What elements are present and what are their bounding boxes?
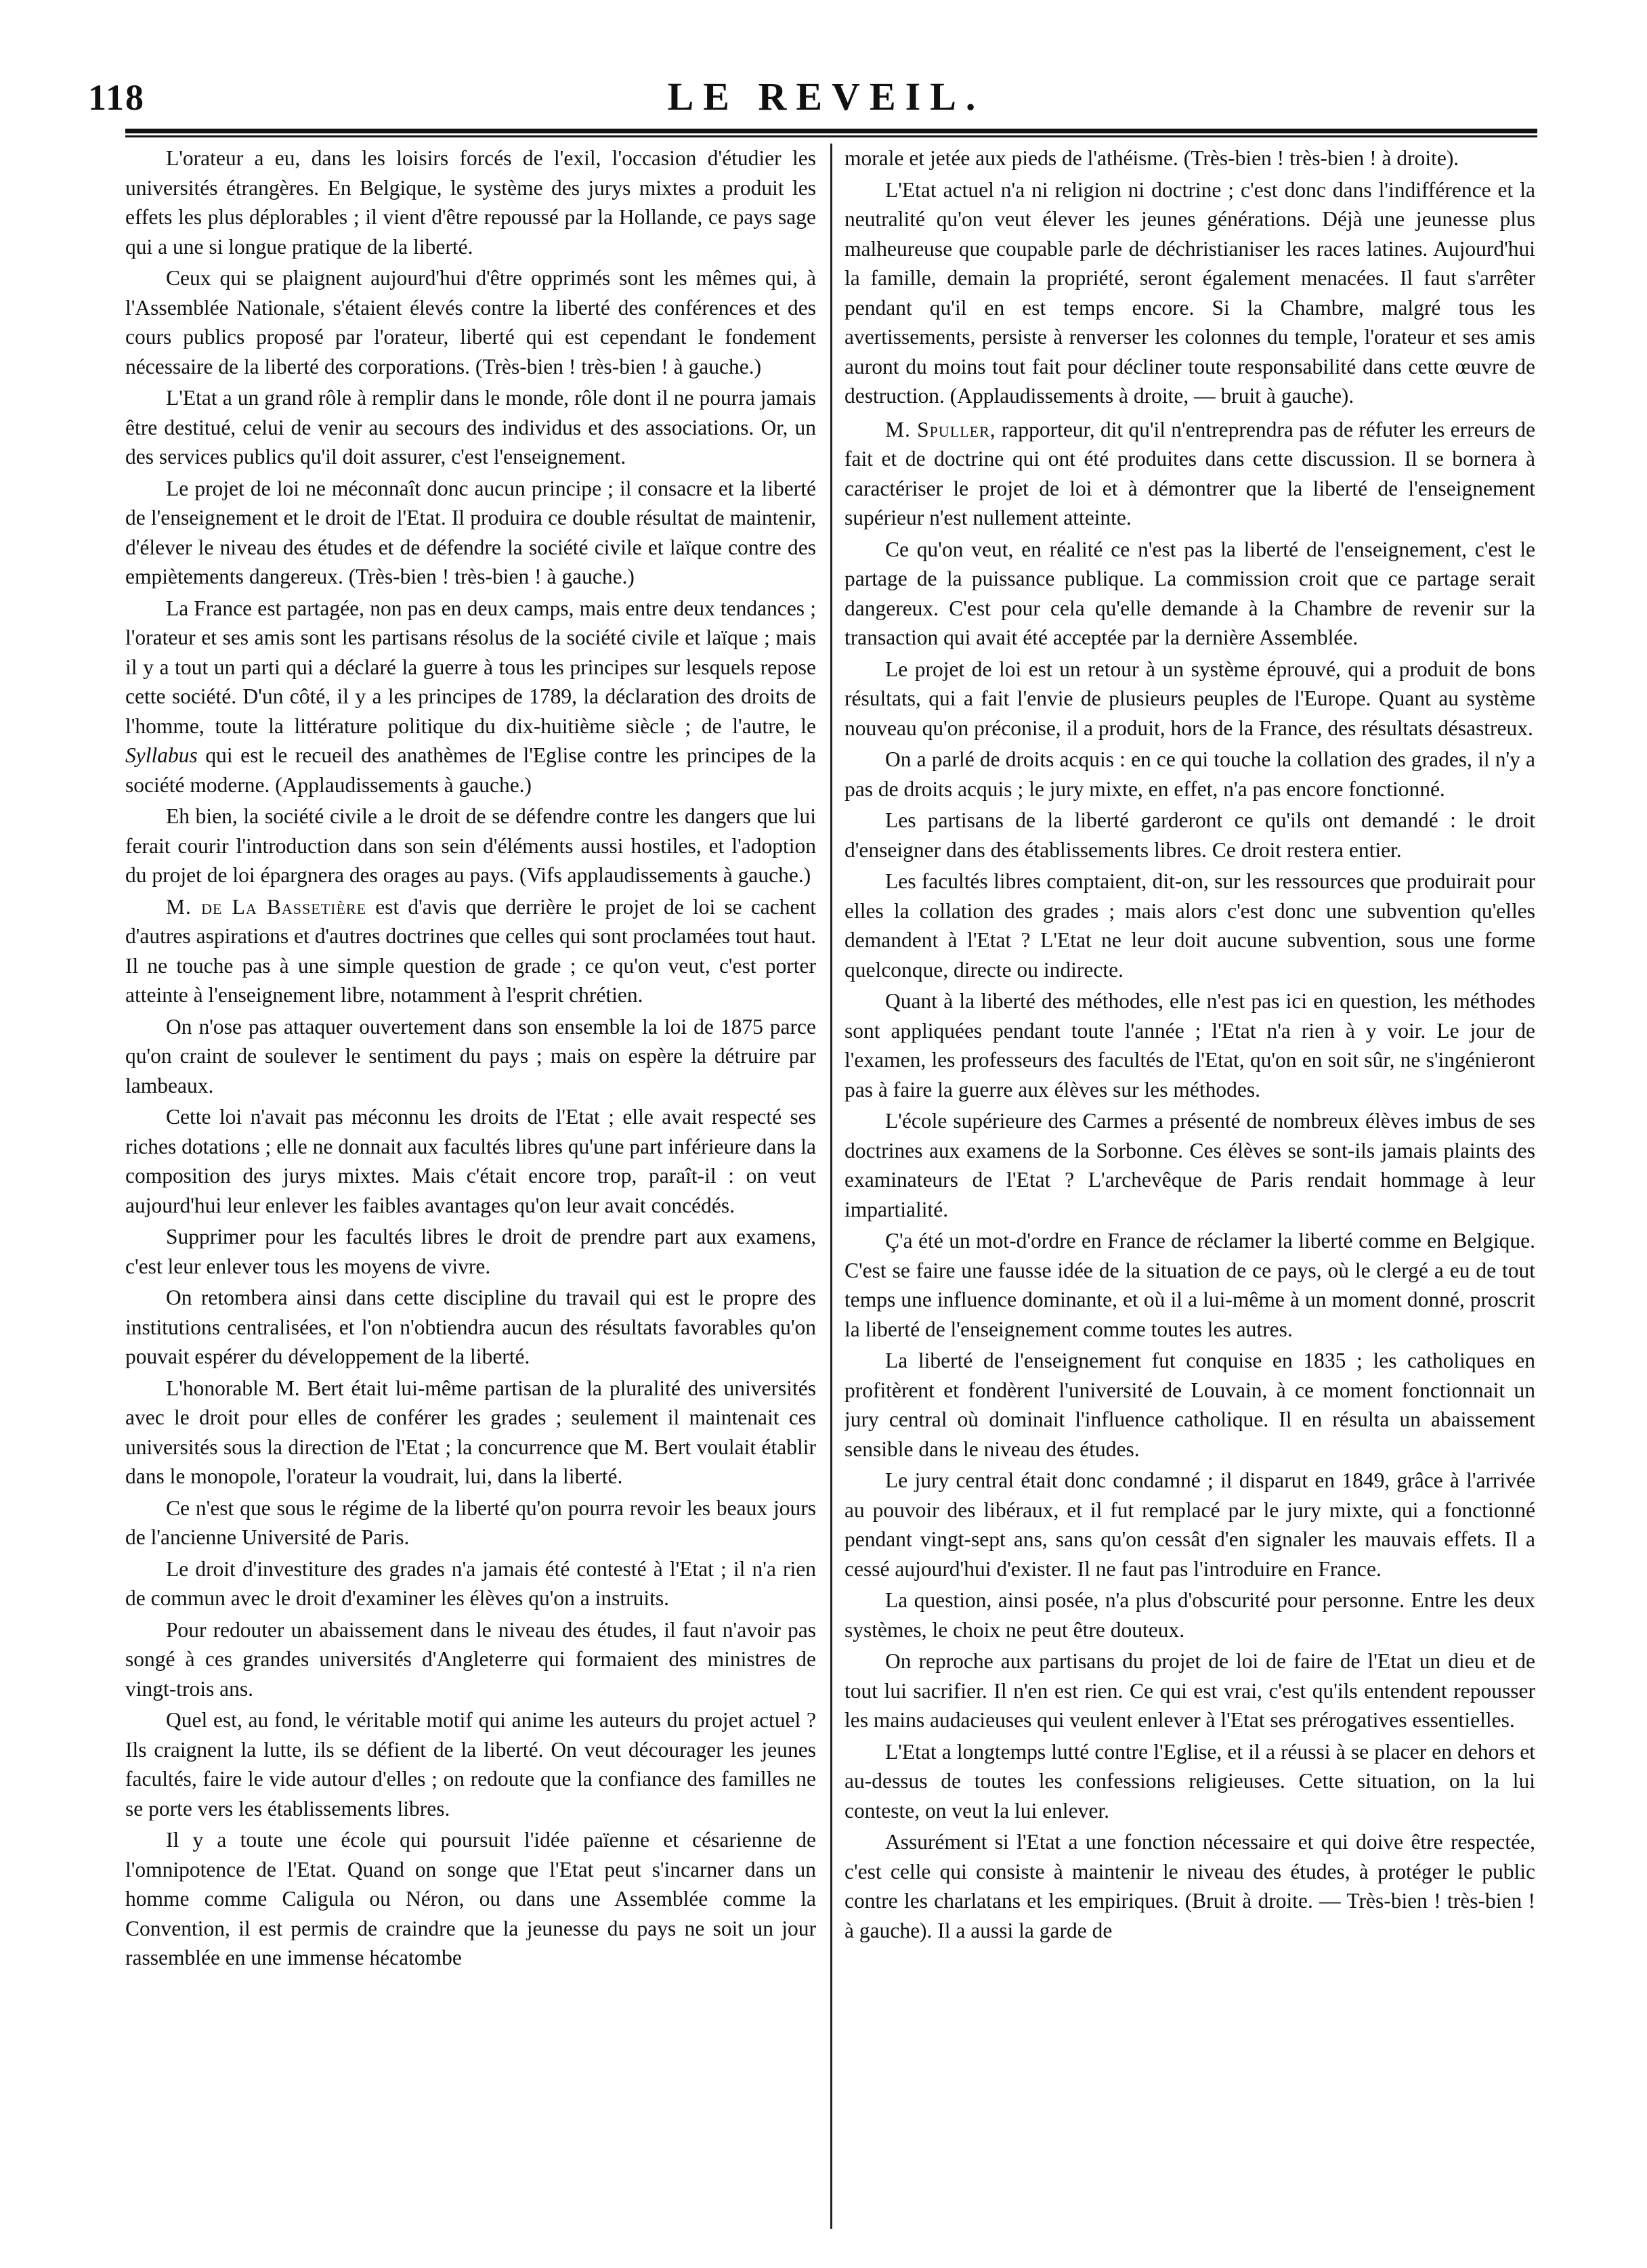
column-divider [830,144,832,2229]
speaker-name: M. Spuller, [885,417,996,441]
paragraph [125,594,816,800]
paragraph: L'Etat actuel n'a ni religion ni doctrine ; c'est donc dans l'indifférence et la neutralité qu'on veut élever les jeunes générations. Déjà une jeunesse plus malheureuse que coupable parle de déchristianiser les races latines. Aujourd'hui la famille, demain la propriété, seront également menacées. Il faut s'arrêter pendant qu'il en est temps encore. Si la Chambre, malgré tous les avertissements, persiste à renverser les colonnes du temple, l'orateur et ses amis auront du moins tout fait pour décliner toute responsabilité dans cette œuvre de destruction. (Applaudissements à droite, — bruit à gauche). [844,177,1535,408]
paragraph: La liberté de l'enseignement fut conquise en 1835 ; les catholiques en profitèrent et fondèrent l'université de Louvain, à ce moment fonctionnait un jury central où dominait l'influence catholique. Il en résulta un abaissement sensible dans le niveau des études. [844,1349,1535,1461]
paragraph: Quant à la liberté des méthodes, elle n'est pas ici en question, les méthodes sont appliquées pendant toute l'année ; l'Etat n'a rien à y voir. Le jour de l'examen, les professeurs des facultés de l'Etat, qu'on en soit sûr, ne s'ingénieront pas à faire la guerre aux élèves sur les méthodes. [844,989,1535,1102]
paragraph-text: qui est le recueil des anathèmes de l'Eglise contre les principes de la société moderne. (Applaudissements à gauche.) [125,743,816,797]
paragraph-text: rapporteur, dit qu'il n'entreprendra pas de réfuter les erreurs de fait et de doctrine qui ont été produites dans cette discussion. Il se bornera à caractériser le projet de loi et à démontrer que la liberté de l'enseignement supérieur n'est nullement atteinte. [844,417,1535,529]
journal-title: LE REVEIL. [667,74,985,118]
paragraph: On n'ose pas attaquer ouvertement dans son ensemble la loi de 1875 parce qu'on craint de soulever le sentiment du pays ; mais on espère la détruire par lambeaux. [125,1014,816,1097]
paragraph-text: est d'avis que derrière le projet de loi se cachent d'autres aspirations et d'autres doctrines que celles qui sont proclamées tout haut. Il ne touche pas à une simple question de grade ; ce qu'on veut, c'est porter atteinte à l'enseignement libre, notamment à l'esprit chrétien. [125,894,816,1007]
paragraph: Ç'a été un mot-d'ordre en France de réclamer la liberté comme en Belgique. C'est se faire une fausse idée de la situation de ce pays, où le clergé a eu de tout temps une influence dominante, et où il a lui-même à un moment donné, proscrit la liberté de l'enseignement comme toutes les autres. [844,1229,1535,1341]
paragraph: L'école supérieure des Carmes a présenté de nombreux élèves imbus de ses doctrines aux examens de la Sorbonne. Ces élèves se sont-ils jamais plaints des examinateurs de l'Etat ? L'archevêque de Paris rendait hommage à leur impartialité. [844,1109,1535,1221]
speaker-name: M. de La Bassetière [166,894,367,919]
paragraph [844,415,1535,533]
paragraph-text: La France est partagée, non pas en deux camps, mais entre deux tendances ; l'orateur et ses amis sont les partisans résolus de la société civile et laïque ; mais il y a tout un parti qui a déclaré la guerre à tous les principes sur lesquels repose cette société. D'un côté, il y a les principes de 1789, la déclaration des droits de l'homme, toute la littérature politique du dix-huitième siècle ; de l'autre, le [125,596,816,738]
header-rule [125,129,1537,137]
paragraph: Cette loi n'avait pas méconnu les droits de l'Etat ; elle avait respecté ses riches dotations ; elle ne donnait aux facultés libres qu'une part inférieure dans la composition des jurys mixtes. Mais c'était encore trop, paraît-il : on veut aujourd'hui leur enlever les faibles avantages qu'on leur avait concédés. [125,1105,816,1217]
page-header [88,64,1564,125]
paragraph: Pour redouter un abaissement dans le niveau des études, il faut n'avoir pas songé à ces grandes universités d'Angleterre qui formaient des ministres de vingt-trois ans. [125,1617,816,1701]
paragraph: On a parlé de droits acquis : en ce qui touche la collation des grades, il n'y a pas de droits acquis ; le jury mixte, en effet, n'a pas encore fonctionné. [844,747,1535,801]
paragraph: La question, ainsi posée, n'a plus d'obscurité pour personne. Entre les deux systèmes, le choix ne peut être douteux. [844,1588,1535,1642]
paragraph: Les partisans de la liberté garderont ce qu'ils ont demandé : le droit d'enseigner dans des établissements libres. Ce droit restera entier. [844,808,1535,862]
paragraph: L'Etat a un grand rôle à remplir dans le monde, rôle dont il ne pourra jamais être destitué, celui de venir au secours des individus et des associations. Or, un des services publics qu'il doit assurer, c'est l'enseignement. [125,386,816,468]
paragraph: Les facultés libres comptaient, dit-on, sur les ressources que produirait pour elles la collation des grades ; mais alors c'est donc une subvention qu'elles demandent à l'Etat ? L'Etat ne leur doit aucune subvention, sous une forme quelconque, directe ou indirecte. [844,869,1535,982]
paragraph: L'orateur a eu, dans les loisirs forcés de l'exil, l'occasion d'étudier les universités étrangères. En Belgique, le système des jurys mixtes a produit les effets les plus déplorables ; il vient d'être repoussé par la Hollande, ce pays sage qui a une si longue pratique de la liberté. [125,146,816,259]
paragraph: On retombera ainsi dans cette discipline du travail qui est le propre des institutions centralisées, et l'on n'obtiendra aucun des résultats favorables qu'on pouvait espérer du développement de la liberté. [125,1286,816,1368]
paragraph: Le projet de loi ne méconnaît donc aucun principe ; il consacre et la liberté de l'enseignement et le droit de l'Etat. Il produira ce double résultat de maintenir, d'élever le niveau des études et de défendre la société civile et laïque contre des empiètements dangereux. (Très-bien ! très-bien ! à gauche.) [125,476,816,588]
paragraph: Supprimer pour les facultés libres le droit de prendre part aux examens, c'est leur enlever tous les moyens de vivre. [125,1225,816,1278]
paragraph: Ce qu'on veut, en réalité ce n'est pas la liberté de l'enseignement, c'est le partage de la puissance publique. La commission croit que ce partage serait dangereux. C'est pour cela qu'elle demande à la Chambre de revenir sur la transaction qui avait été acceptée par la dernière Assemblée. [844,537,1535,649]
paragraph: Le droit d'investiture des grades n'a jamais été contesté à l'Etat ; il n'a rien de commun avec le droit d'examiner les élèves qu'on a instruits. [125,1556,816,1610]
paragraph: morale et jetée aux pieds de l'athéisme. (Très-bien ! très-bien ! à droite). [844,146,1459,170]
paragraph: L'honorable M. Bert était lui-même partisan de la pluralité des universités avec le droit pour elles de conférer les grades ; seulement il maintenait ces universités sous la direction de l'Etat ; la concurrence que M. Bert voulait établir dans le monopole, l'orateur la voudrait, lui, dans la liberté. [125,1376,816,1488]
paragraph: Quel est, au fond, le véritable motif qui anime les auteurs du projet actuel ? Ils craignent la lutte, ils se défient de la liberté. On veut décourager les jeunes facultés, faire le vide autour d'elles ; on redoute que la confiance des familles ne se porte vers les établissements libres. [125,1708,816,1820]
paragraph: L'Etat a longtemps lutté contre l'Eglise, et il a réussi à se placer en dehors et au-dessus de toutes les confessions religieuses. Cette situation, on la lui conteste, on veut la lui enlever. [844,1739,1535,1823]
paragraph: Il y a toute une école qui poursuit l'idée païenne et césarienne de l'omnipotence de l'Etat. Quand on songe que l'Etat peut s'incarner dans un homme comme Caligula ou Néron, ou dans une Assemblée comme la Convention, il est permis de craindre que la jeunesse du pays ne soit un jour rassemblée en une immense hécatombe [125,1828,816,1969]
paragraph: Assurément si l'Etat a une fonction nécessaire et qui doive être respectée, c'est celle qui consiste à maintenir le niveau des études, à protéger le public contre les charlatans et les empiriques. (Bruit à droite. — Très-bien ! très-bien ! à gauche). Il a aussi la garde de [844,1830,1535,1942]
paragraph: Ceux qui se plaignent aujourd'hui d'être opprimés sont les mêmes qui, à l'Assemblée Nationale, s'étaient élevés contre la liberté des conférences et des cours publics proposé par l'orateur, liberté qui est cependant le fondement nécessaire de la liberté des corporations. (Très-bien ! très-bien ! à gauche.) [125,266,816,378]
paragraph: On reproche aux partisans du projet de loi de faire de l'Etat un dieu et de tout lui sacrifier. Il n'en est rien. Ce qui est vrai, c'est qu'ils entendent repousser les mains audacieuses qui veulent enlever à l'Etat ses prérogatives essentielles. [844,1649,1535,1732]
right-column [844,144,1535,2229]
paragraph: Le jury central était donc condamné ; il disparut en 1849, grâce à l'arrivée au pouvoir des libéraux, et il fut remplacé par le jury mixte, qui a fonctionné pendant vingt-sept ans, sans qu'on cessât d'en signaler les mauvais effets. Il a cessé aujourd'hui d'exister. Il ne faut pas l'introduire en France. [844,1468,1535,1581]
page-number: 118 [88,77,146,118]
left-column [125,144,816,2229]
paragraph [125,892,816,1010]
paragraph: Ce n'est que sous le régime de la liberté qu'on pourra revoir les beaux jours de l'ancienne Université de Paris. [125,1496,816,1549]
paragraph: Le projet de loi est un retour à un système éprouvé, qui a produit de bons résultats, qui a fait l'envie de plusieurs peuples de l'Europe. Quant au système nouveau qu'on préconise, il a produit, hors de la France, des résultats désastreux. [844,657,1535,740]
syllabus-title: Syllabus [125,743,198,767]
paragraph: Eh bien, la société civile a le droit de se défendre contre les dangers que lui ferait courir l'introduction dans son sein d'éléments aussi hostiles, et l'adoption du projet de loi épargnera des orages au pays. (Vifs applaudissements à gauche.) [125,804,816,887]
